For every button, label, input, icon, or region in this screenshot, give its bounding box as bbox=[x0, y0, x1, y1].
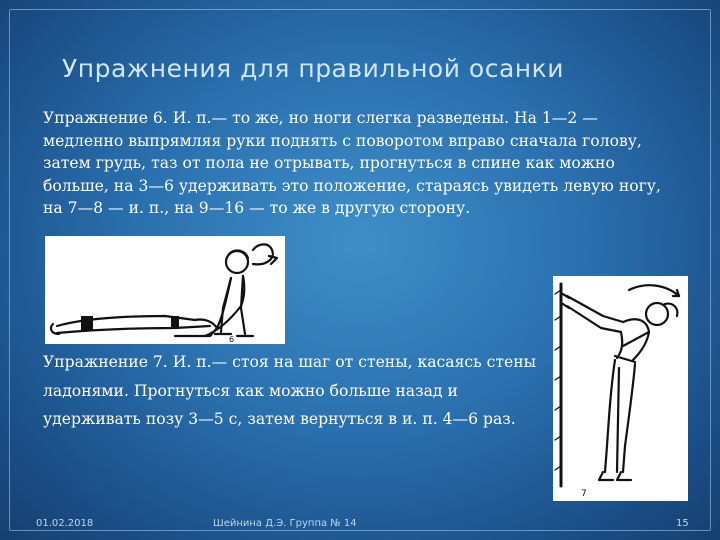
standing-wall-bend-drawing bbox=[553, 276, 688, 501]
footer-date: 01.02.2018 bbox=[36, 518, 94, 529]
exercise-6-text: Упражнение 6. И. п.— то же, но ноги слегка разведены. На 1—2 — медленно выпрямляя руки поднять с поворотом вправо сначала голову, затем грудь, таз от пола не отрывать, прогнуться в спине как можно больше, на 3—6 удерживать это положение, стараясь увидеть левую ногу, на 7—8 — и. п., на 9—16 — то же в другую сторону. bbox=[43, 109, 661, 217]
footer-author: Шейнина Д.Э. Группа № 14 bbox=[213, 518, 357, 529]
slide-title: Упражнения для правильной осанки bbox=[62, 54, 564, 83]
exercise-7-text: Упражнение 7. И. п.— стоя на шаг от стены, касаясь стены ладонями. Прогнуться как можно больше назад и удерживать позу 3—5 с, затем вернуться в и. п. 4—6 раз. bbox=[43, 353, 537, 428]
exercise-6-illustration bbox=[45, 236, 285, 344]
exercise-7-illustration bbox=[553, 276, 688, 501]
figure-6-number: 6 bbox=[229, 335, 235, 344]
slide-number: 15 bbox=[676, 518, 689, 529]
figure-7-number: 7 bbox=[581, 489, 587, 499]
lying-back-bend-drawing bbox=[45, 236, 285, 344]
